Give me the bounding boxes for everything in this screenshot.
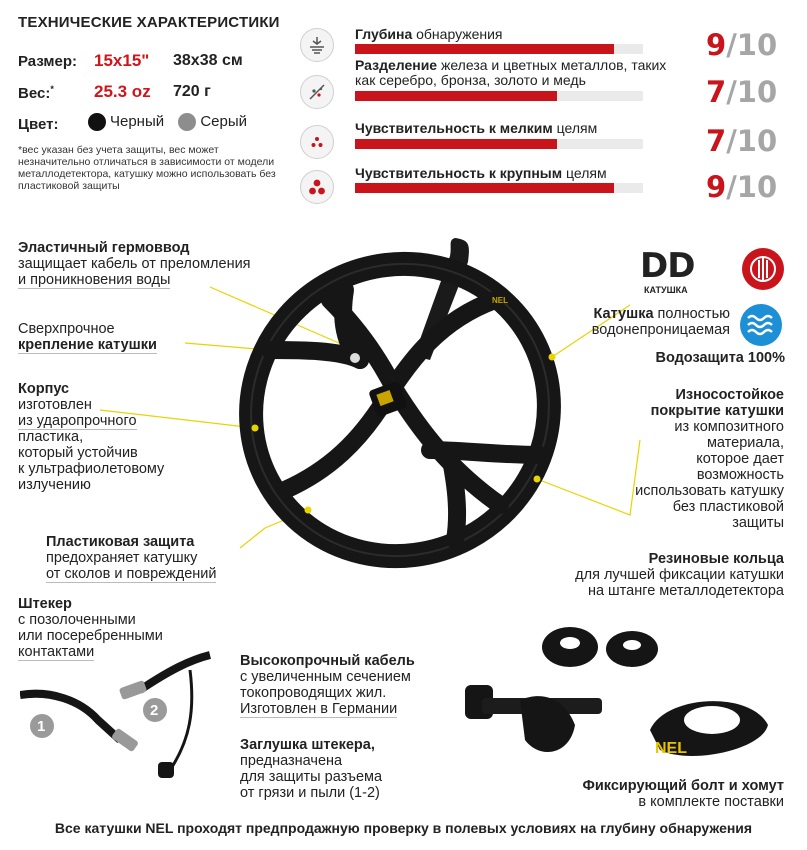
bolt-strap-note: Фиксирующий болт и хомут в комплекте поставки	[582, 778, 784, 810]
rating-separation-score: 7/10	[706, 75, 778, 109]
rating-depth-score: 9/10	[706, 28, 778, 62]
specs-title: ТЕХНИЧЕСКИЕ ХАРАКТЕРИСТИКИ	[18, 14, 280, 31]
strap-logo: NEL	[655, 740, 687, 757]
size-inches: 15x15"	[94, 51, 150, 70]
bolt-strap-image	[450, 680, 780, 780]
size-cm: 38x38 см	[173, 52, 243, 69]
badge-number-2: 2	[150, 702, 159, 719]
weight-oz: 25.3 oz	[94, 82, 151, 101]
weight-footnote: *вес указан без учета защиты, вес может незначительно отличаться в зависимости от модели металлодетектора, катушку можно использовать без пластиковой защиты	[18, 144, 276, 192]
color-label: Цвет:	[18, 116, 59, 133]
weight-asterisk: *	[50, 84, 54, 94]
coil-mount-note: Сверхпрочное крепление катушки	[18, 321, 157, 353]
rating-depth-label: Глубина обнаружения	[355, 26, 503, 42]
dd-logo-icon	[742, 248, 784, 290]
waterproof-text: Катушка полностью водонепроницаемая	[591, 306, 730, 338]
coil-logo: NEL	[492, 296, 508, 305]
rating-small-score: 7/10	[706, 124, 778, 158]
color-black-label: Черный	[110, 113, 165, 130]
rating-large-label: Чувствительность к крупным целям	[355, 165, 607, 181]
plug-note: Штекер с позолоченными или посеребренными контактами	[18, 596, 163, 660]
size-label: Размер:	[18, 53, 78, 70]
rubber-rings-note: Резиновые кольца для лучшей фиксации катушки на штанге металлодетектора	[575, 551, 784, 599]
color-gray-label: Серый	[200, 113, 247, 130]
rating-large-score: 9/10	[706, 170, 778, 204]
dd-coil-badge: DD	[640, 246, 695, 286]
dd-coil-sub: КАТУШКА	[644, 285, 688, 295]
water-icon	[740, 304, 782, 346]
housing-note: Корпус изготовлен из ударопрочного пластика, который устойчив к ультрафиолетовому излучению	[18, 381, 165, 493]
plastic-guard-note: Пластиковая защита предохраняет катушку от сколов и повреждений	[46, 534, 217, 582]
rating-separation-label: Разделение железа и цветных металлов, таких как серебро, бронза, золото и медь	[355, 57, 667, 88]
plug-cable-image	[20, 650, 220, 780]
coating-note: Износостойкое покрытие катушки из композитного материала, которое дает возможность использовать катушку без пластиковой защиты	[635, 387, 784, 531]
cable-note: Высокопрочный кабель с увеличенным сечением токопроводящих жил. Изготовлен в Германии	[240, 653, 415, 717]
plug-cap-note: Заглушка штекера, предназначена для защиты разъема от грязи и пыли (1-2)	[240, 737, 383, 801]
rating-small-label: Чувствительность к мелким целям	[355, 120, 598, 136]
rubber-rings-image	[540, 615, 660, 675]
cable-gland-note: Эластичный гермоввод защищает кабель от преломления и проникновения воды	[18, 240, 251, 288]
weight-grams: 720 г	[173, 83, 211, 100]
badge-number-1: 1	[37, 718, 46, 735]
water-protection-percent: Водозащита 100%	[655, 350, 785, 366]
weight-label: Вес:*	[18, 84, 54, 102]
footer-note: Все катушки NEL проходят предпродажную проверку в полевых условиях на глубину обнаружения	[54, 820, 753, 836]
